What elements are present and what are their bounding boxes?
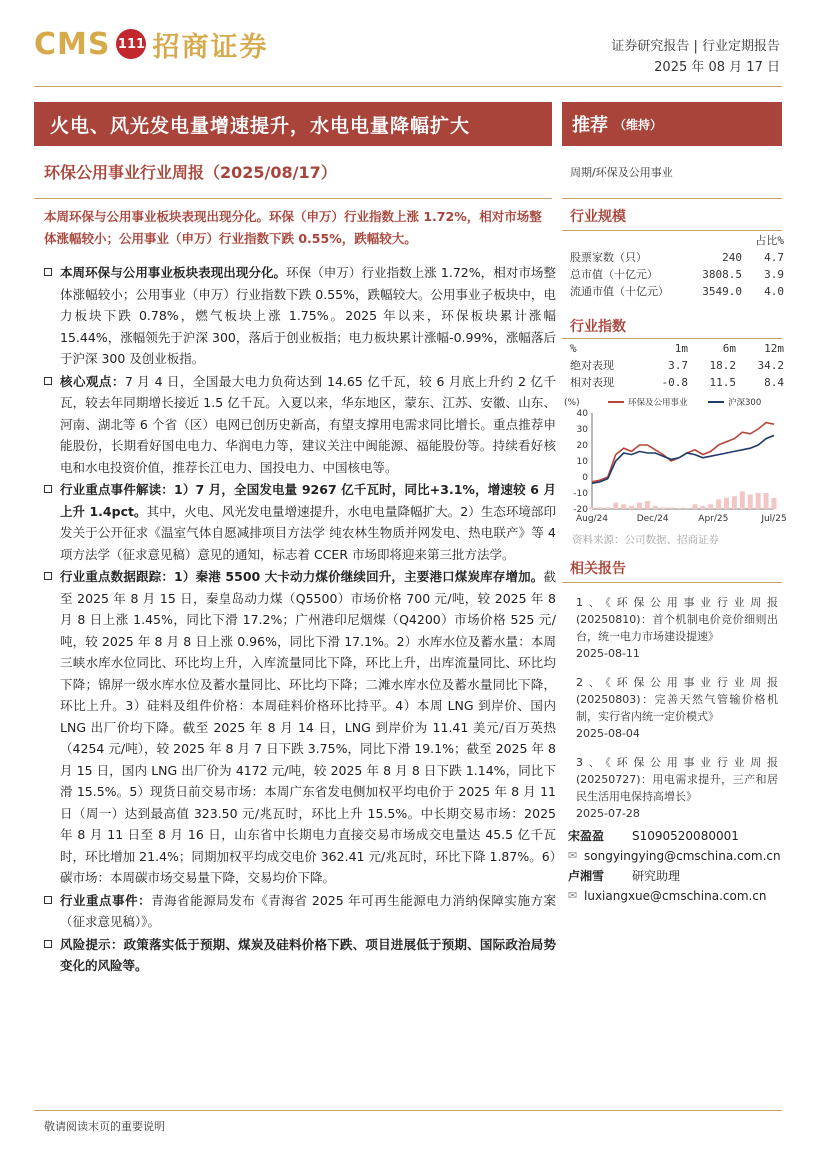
- bullet-item: [44, 262, 556, 370]
- chart-y-unit: (%): [564, 398, 580, 408]
- related-report-title[interactable]: 1、《环保公用事业行业周报(20250810)：首个机制电价竞价细则出台，统一电力市场建设提速》: [576, 596, 778, 643]
- index-value: 11.5: [709, 376, 736, 389]
- scale-row-pct: 4.7: [764, 251, 784, 264]
- report-type: 证券研究报告 | 行业定期报告: [611, 39, 780, 54]
- analyst-email-row: [568, 886, 782, 906]
- scale-col-label: 占比%: [755, 234, 784, 247]
- x-tick-label: Aug/24: [575, 514, 609, 524]
- relative-bar: [613, 503, 618, 509]
- title-divider-left: [34, 198, 552, 199]
- index-table: [570, 340, 784, 391]
- index-row-label: 相对表现: [570, 376, 614, 389]
- y-tick-label: 0: [582, 473, 588, 483]
- related-report-date: 2025-08-04: [576, 727, 640, 740]
- series-line: [592, 435, 774, 483]
- scale-row: [570, 266, 784, 283]
- relative-bar: [669, 507, 674, 509]
- index-header-row: [570, 340, 784, 357]
- related-heading: [570, 558, 626, 578]
- bullet-item: [44, 479, 556, 565]
- relative-bar: [590, 507, 595, 509]
- index-row: [570, 357, 784, 374]
- checkbox-bullet-icon: [44, 940, 52, 948]
- analyst-email-row: [568, 846, 782, 866]
- checkbox-bullet-icon: [44, 377, 52, 385]
- y-tick-label: 20: [576, 441, 588, 451]
- series-line: [592, 423, 774, 482]
- relative-bar: [637, 503, 642, 509]
- related-divider: [562, 582, 782, 583]
- index-performance-chart: [562, 395, 787, 535]
- scale-row-value: 240: [722, 251, 742, 264]
- scale-header-row: [570, 232, 784, 249]
- related-report[interactable]: [576, 674, 778, 742]
- y-tick-label: 30: [576, 425, 588, 435]
- legend-label: 环保及公用事业: [628, 398, 688, 408]
- analyst-email[interactable]: luxiangxue@cmschina.com.cn: [584, 889, 767, 903]
- scale-row-label: 总市值（十亿元）: [570, 268, 658, 281]
- checkbox-bullet-icon: [44, 896, 52, 904]
- scale-divider: [562, 230, 782, 231]
- bullet-lead: 核心观点：: [60, 373, 125, 389]
- header-meta: [611, 36, 780, 78]
- bullet-lead: 行业重点事件解读：1）7 月，全国发电量 9267 亿千瓦时，同比+3.1%，增速较 6 月上升 1.4pct。: [60, 482, 556, 519]
- index-value: 8.4: [764, 376, 784, 389]
- bullet-text: 截至 2025 年 8 月 15 日，秦皇岛动力煤（Q5500）市场价格 700 元/吨，较 2025 年 8 月 8 日上涨 1.45%，同比下滑 17.2%；广州港印尼烟煤（Q4200）市场价格 525 元/吨，较 2025 年 8 月 8 日上涨 0.96%，同比下滑 17.1%。2）水库水位及蓄水量：本周三峡水库水位同比、环比均上升，入库流量同比下降，环比上升，出库流量同比、环比均下降；锦屏一级水库水位及蓄水量同比、环比均下降；二滩水库水位及蓄水量同比下降，环比上升。3）硅料及组件价格：本周硅料价格环比持平。4）本周 LNG 到岸价、国内 LNG 出厂价均下降。截至 2025 年 8 月 14 日，LNG 到岸价为 11.41 美元/百万英热（4254 元/吨），较 2025 年 8 月 7 日下跌 3.75%，同比下滑 19.1%；截至 2025 年 8 月 15 日，国内 LNG 出厂价为 4172 元/吨，较 2025 年 8 月 8 日下跌 1.14%，同比下滑 15.5%。5）现货日前交易市场：本周广东省发电侧加权平均电价于 2025 年 8 月 11 日（周一）达到最高值 323.50 元/兆瓦时，环比上升 15.5%。中长期交易市场：2025 年 8 月 11 日至 8 月 16 日，山东省中长期电力直接交易市场成交电量达 45.5 亿千瓦时，环比增加 21.4%；同期加权平均成交电价 362.41 元/兆瓦时，环比下降 1.87%。6）碳市场：本周碳市场交易量下降，交易均价下降。: [60, 569, 556, 885]
- rating-note: （维持）: [614, 117, 663, 132]
- analyst-email[interactable]: songyingying@cmschina.com.cn: [584, 849, 781, 863]
- y-tick-label: 10: [576, 457, 588, 467]
- index-col: 6m: [722, 342, 736, 355]
- relative-bar: [764, 493, 769, 509]
- scale-heading-text: 行业规模: [570, 209, 626, 225]
- y-tick-label: -10: [573, 489, 588, 499]
- relative-bar: [732, 496, 737, 509]
- relative-bar: [653, 506, 658, 509]
- logo-cms-text: CMS: [34, 26, 111, 62]
- bullet-item: [44, 934, 556, 977]
- scale-row: [570, 249, 784, 266]
- bullet-lead: 风险提示：政策落实低于预期、煤炭及硅料价格下跌、项目进展低于预期、国际政治局势变化的风险等。: [60, 936, 556, 973]
- rating-label: 推荐: [572, 115, 608, 136]
- scale-heading: [570, 206, 626, 226]
- bullet-item: [44, 371, 556, 479]
- relative-bar: [724, 498, 729, 509]
- title-divider-right: [562, 198, 782, 199]
- bullet-item: [44, 890, 556, 933]
- x-tick-label: Jul/25: [761, 514, 787, 524]
- relative-bar: [748, 495, 753, 509]
- analyst-name: 卢湘雪: [568, 869, 605, 883]
- bullet-text: 青海省能源局发布《青海省 2025 年可再生能源电力消纳保障实施方案（征求意见稿）》。: [60, 892, 556, 929]
- x-tick-label: Dec/24: [636, 514, 669, 524]
- relative-bar: [708, 504, 713, 509]
- index-heading: [570, 316, 626, 336]
- index-col: 12m: [764, 342, 784, 355]
- index-value: 34.2: [757, 359, 784, 372]
- logo-badge-icon: 111: [116, 29, 146, 59]
- related-report[interactable]: [576, 754, 778, 822]
- bullet-text: 环保（申万）行业指数上涨 1.72%，相对市场整体涨幅较小；公用事业（申万）行业指数下跌 0.55%，跌幅较大。公用事业子板块中，电力板块下跌 0.78%，燃气板块上涨 1.75%。2025 年以来，环保板块累计涨幅 15.44%，涨幅领先于沪深 300，落后于创业板指；电力板块累计涨幅-0.99%，涨幅落后于沪深 300 及创业板指。: [60, 265, 556, 366]
- bullet-list: [44, 262, 556, 978]
- bullet-text: 7 月 4 日，全国最大电力负荷达到 14.65 亿千瓦，较 6 月底上升约 2 亿千瓦，较去年同期增长接近 1.5 亿千瓦。入夏以来，华东地区，蒙东、江苏、安徽、山东、河南、湖北等 6 个省（区）电网已创历史新高，有望支撑用电需求同比增长。重点推荐申能股份，长期看好国电电力、华润电力等，建议关注中闽能源、福能股份等。持续看好核电和水电投资价值，推荐长江电力、国投电力、中国核电等。: [60, 373, 556, 475]
- scale-row-pct: 3.9: [764, 268, 784, 281]
- relative-bar: [716, 499, 721, 509]
- mail-icon: ✉: [568, 849, 578, 862]
- bullet-lead: 行业重点数据跟踪：1）秦港 5500 大卡动力煤价继续回升，主要港口煤炭库存增加。: [60, 569, 544, 584]
- x-tick-label: Apr/25: [698, 514, 729, 524]
- related-report-title[interactable]: 3、《环保公用事业行业周报(20250727)：用电需求提升，三产和居民生活用电保持高增长》: [576, 756, 778, 803]
- bullet-lead: 本周环保与公用事业板块表现出现分化。: [60, 265, 287, 280]
- sector-label: 周期/环保及公用事业: [570, 166, 673, 179]
- relative-bar: [740, 491, 745, 509]
- legend-label: 沪深300: [728, 398, 762, 408]
- analyst-row: [568, 866, 782, 886]
- footer-divider: [34, 1110, 782, 1111]
- relative-bar: [597, 507, 602, 509]
- relative-bar: [605, 507, 610, 509]
- rating-bar: [562, 102, 782, 146]
- analyst-code: S1090520080001: [632, 829, 739, 843]
- index-heading-text: 行业指数: [570, 319, 626, 335]
- index-value: -0.8: [661, 376, 688, 389]
- index-row: [570, 374, 784, 391]
- analyst-row: [568, 826, 782, 846]
- relative-bar: [684, 508, 689, 509]
- related-heading-text: 相关报告: [570, 561, 626, 577]
- scale-row-value: 3808.5: [702, 268, 742, 281]
- relative-bar: [700, 506, 705, 509]
- relative-bar: [772, 498, 777, 509]
- relative-bar: [629, 506, 634, 509]
- report-date: 2025 年 08 月 17 日: [654, 60, 780, 75]
- related-report-title[interactable]: 2、《环保公用事业行业周报(20250803)：完善天然气管输价格机制，实行省内统一定价模式》: [576, 676, 778, 723]
- footer-note: 敬请阅读末页的重要说明: [44, 1120, 165, 1133]
- checkbox-bullet-icon: [44, 485, 52, 493]
- index-value: 3.7: [668, 359, 688, 372]
- checkbox-bullet-icon: [44, 572, 52, 580]
- bullet-lead: 行业重点事件：: [60, 892, 152, 908]
- index-divider: [562, 338, 782, 339]
- company-logo: [34, 24, 268, 64]
- index-row-label: 绝对表现: [570, 359, 614, 372]
- summary-text: 本周环保与公用事业板块表现出现分化。环保（申万）行业指数上涨 1.72%，相对市场整体涨幅较小；公用事业（申万）行业指数下跌 0.55%，跌幅较大。: [44, 209, 542, 246]
- report-title: 火电、风光发电量增速提升，水电电量降幅扩大: [34, 102, 552, 146]
- scale-table: [570, 232, 784, 300]
- y-tick-label: -20: [573, 505, 588, 515]
- related-report-date: 2025-07-28: [576, 807, 640, 820]
- scale-row-label: 股票家数（只）: [570, 251, 647, 264]
- relative-bar: [645, 501, 650, 509]
- logo-name-text: 招商证券: [152, 31, 269, 63]
- index-value: 18.2: [709, 359, 736, 372]
- related-report-list: [576, 594, 778, 834]
- scale-row-pct: 4.0: [764, 285, 784, 298]
- scale-row-label: 流通市值（十亿元）: [570, 285, 669, 298]
- chart-source: 资料来源：公司数据、招商证券: [572, 534, 719, 546]
- related-report-date: 2025-08-11: [576, 647, 640, 660]
- header-divider: [34, 86, 782, 87]
- mail-icon: ✉: [568, 889, 578, 902]
- bullet-item: [44, 566, 556, 889]
- related-report[interactable]: [576, 594, 778, 662]
- relative-bar: [756, 493, 761, 509]
- analyst-block: [568, 826, 782, 906]
- index-col: 1m: [674, 342, 688, 355]
- report-subtitle: 环保公用事业行业周报（2025/08/17）: [44, 163, 337, 182]
- relative-bar: [661, 507, 666, 509]
- scale-row: [570, 283, 784, 300]
- relative-bar: [692, 504, 697, 509]
- checkbox-bullet-icon: [44, 268, 52, 276]
- y-tick-label: 40: [576, 409, 588, 419]
- bullet-text: 其中，火电、风光发电量增速提升，水电电量降幅扩大。2）生态环境部印发关于公开征求《温室气体自愿减排项目方法学 纯农林生物质并网发电、热电联产》等 4 项方法学（征求意见稿）意见的通知，标志着 CCER 市场即将迎来第三批方法学。: [60, 503, 556, 562]
- relative-bar: [621, 504, 626, 509]
- scale-row-value: 3549.0: [702, 285, 742, 298]
- index-col: %: [570, 342, 577, 355]
- analyst-name: 宋盈盈: [568, 829, 605, 843]
- relative-bar: [677, 508, 682, 509]
- analyst-code: 研究助理: [632, 869, 681, 883]
